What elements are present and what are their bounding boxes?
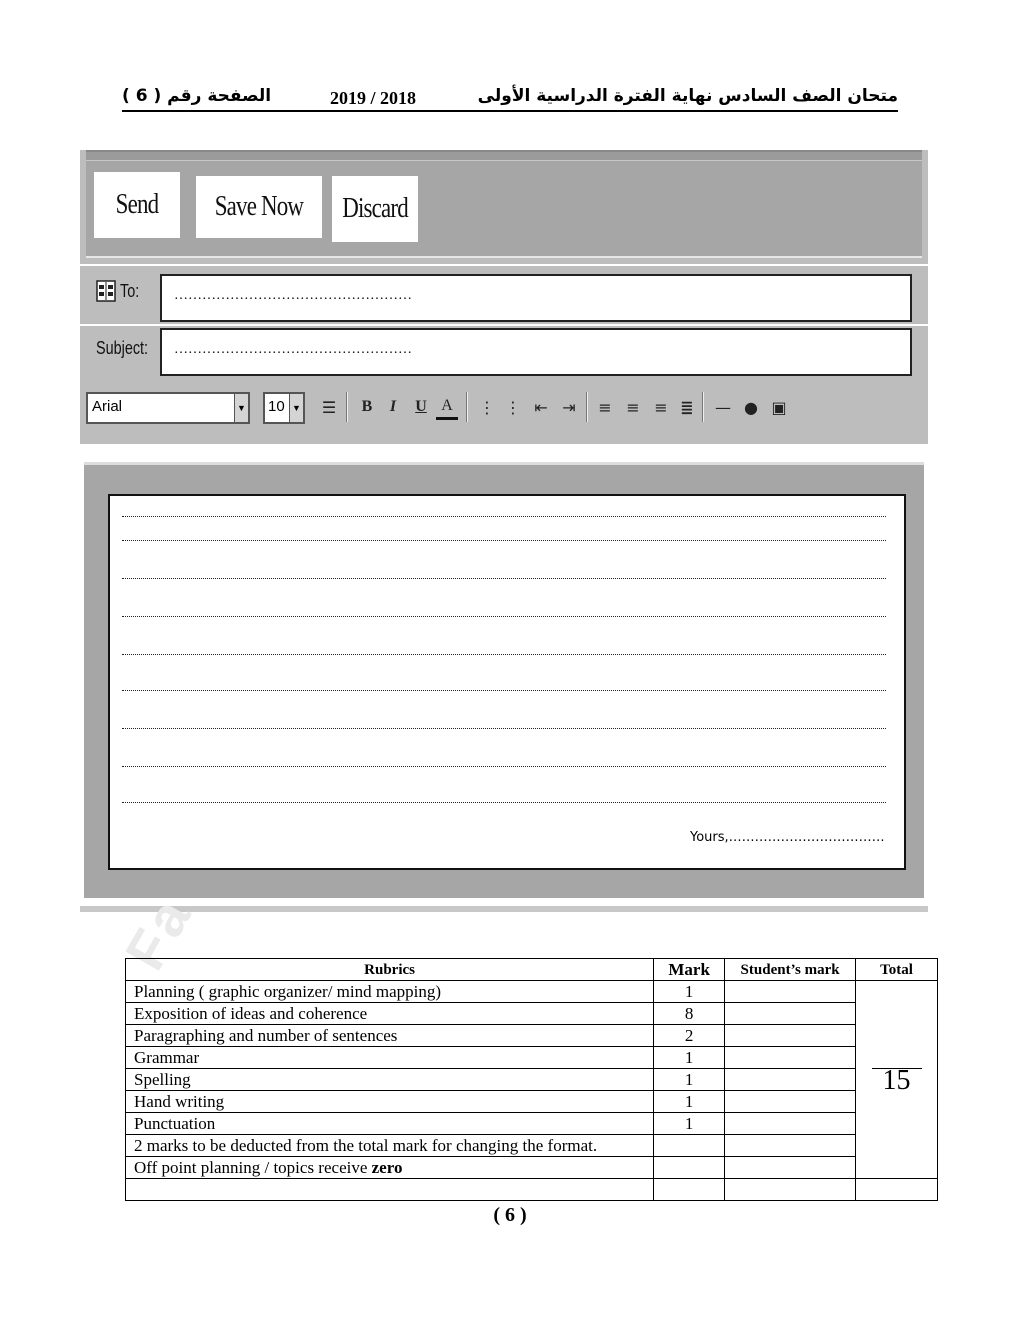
student-mark-cell[interactable]: [725, 1157, 856, 1179]
rubric-label: Grammar: [126, 1047, 654, 1069]
table-row: [126, 1025, 938, 1047]
total-value: 15: [882, 1065, 911, 1096]
student-mark-header: Student’s mark: [725, 959, 856, 981]
subject-field-value: ……………………………………………: [174, 342, 412, 357]
table-row: [126, 1003, 938, 1025]
attach-icon[interactable]: ●: [744, 397, 758, 417]
empty-cell: [654, 1179, 725, 1201]
table-row-empty: [126, 1179, 938, 1201]
student-mark-cell[interactable]: [725, 1069, 856, 1091]
writing-line: [122, 578, 886, 579]
line-spacing-icon[interactable]: ☰: [321, 397, 337, 417]
chevron-down-icon[interactable]: ▼: [234, 394, 248, 422]
writing-line: [122, 540, 886, 541]
chevron-down-icon[interactable]: ▼: [289, 394, 303, 422]
table-row: [126, 1047, 938, 1069]
action-toolbar: [86, 150, 922, 258]
total-cell: [856, 981, 938, 1179]
underline-icon[interactable]: U: [415, 398, 427, 415]
table-row: [126, 1113, 938, 1135]
rubric-label: Hand writing: [126, 1091, 654, 1113]
toolbar-divider: [346, 392, 348, 422]
email-compose-window: [80, 150, 928, 444]
body-frame-bottom: [80, 906, 928, 912]
page-header: [122, 86, 898, 112]
rubric-mark: 1: [654, 1113, 725, 1135]
italic-icon[interactable]: I: [389, 398, 397, 415]
horizontal-rule-icon[interactable]: —: [715, 397, 731, 417]
discard-button-label: Discard: [342, 193, 408, 224]
rubric-label-bold: zero: [371, 1157, 403, 1177]
page-number-footer: ( 6 ): [493, 1204, 527, 1226]
student-mark-cell[interactable]: [725, 1025, 856, 1047]
toolbar-divider: [466, 392, 468, 422]
closing-line: Yours,………………………………: [690, 830, 885, 845]
rubric-label: 2 marks to be deducted from the total mark for changing the format.: [126, 1135, 654, 1157]
to-field[interactable]: [160, 274, 912, 322]
send-button-label: Send: [115, 189, 159, 220]
rubric-mark: [654, 1135, 725, 1157]
save-now-button-label: Save Now: [214, 191, 304, 222]
rubric-label-prefix: Off point planning / topics receive: [134, 1157, 372, 1177]
rubric-label: Planning ( graphic organizer/ mind mapping): [126, 981, 654, 1003]
academic-year: 2019 / 2018: [330, 88, 417, 108]
student-mark-cell[interactable]: [725, 1113, 856, 1135]
writing-line: [122, 516, 886, 517]
rubric-label: Exposition of ideas and coherence: [126, 1003, 654, 1025]
table-row: [126, 1069, 938, 1091]
subject-row: [80, 326, 928, 384]
rubric-label: Spelling: [126, 1069, 654, 1091]
writing-line: [122, 654, 886, 655]
address-book-icon[interactable]: [96, 280, 116, 302]
increase-indent-icon[interactable]: ⇥: [562, 397, 576, 417]
student-mark-cell[interactable]: [725, 981, 856, 1003]
rubric-mark: 1: [654, 1091, 725, 1113]
decrease-indent-icon[interactable]: ⇤: [534, 397, 548, 417]
total-header: Total: [856, 959, 938, 981]
font-name-value: Arial: [92, 398, 123, 415]
send-button[interactable]: [94, 172, 180, 238]
writing-line: [122, 728, 886, 729]
save-now-button[interactable]: [196, 176, 322, 238]
header-rule: [122, 110, 898, 112]
table-row: [126, 981, 938, 1003]
bulleted-list-icon[interactable]: ⋮: [505, 397, 521, 417]
align-right-icon[interactable]: ≡: [654, 397, 668, 417]
rubric-mark: 1: [654, 981, 725, 1003]
student-mark-cell[interactable]: [725, 1003, 856, 1025]
rubric-label: Paragraphing and number of sentences: [126, 1025, 654, 1047]
student-mark-cell[interactable]: [725, 1135, 856, 1157]
student-mark-cell[interactable]: [725, 1091, 856, 1113]
insert-image-icon[interactable]: ▣: [771, 397, 787, 417]
to-row: [80, 266, 928, 326]
writing-line: [122, 802, 886, 803]
page-number-label: الصفحة رقم ( 6 ): [122, 86, 272, 106]
table-row: [126, 1157, 938, 1179]
watermark: Fa: [112, 884, 205, 980]
rubric-mark: 8: [654, 1003, 725, 1025]
numbered-list-icon[interactable]: ⋮: [479, 397, 495, 417]
student-mark-cell[interactable]: [725, 1047, 856, 1069]
subject-label: [96, 338, 161, 359]
rubric-mark: 1: [654, 1069, 725, 1091]
table-row: [126, 1091, 938, 1113]
table-row: [126, 1135, 938, 1157]
email-body-editor[interactable]: [108, 494, 906, 870]
to-label-text: To:: [120, 280, 140, 301]
rubric-mark: 2: [654, 1025, 725, 1047]
exam-title: متحان الصف السادس نهاية الفترة الدراسية الأولى: [477, 86, 898, 106]
toolbar-divider: [586, 392, 588, 422]
rubric-mark: 1: [654, 1047, 725, 1069]
font-name-select[interactable]: [86, 392, 250, 424]
empty-cell: [126, 1179, 654, 1201]
empty-cell: [856, 1179, 938, 1201]
empty-cell: [725, 1179, 856, 1201]
align-left-icon[interactable]: ≡: [598, 397, 612, 417]
discard-button[interactable]: [332, 176, 418, 242]
rubric-label: Punctuation: [126, 1113, 654, 1135]
font-color-icon[interactable]: A: [436, 394, 458, 420]
align-center-icon[interactable]: ≡: [626, 397, 640, 417]
writing-line: [122, 766, 886, 767]
format-toolbar: [80, 386, 928, 444]
mark-header: Mark: [654, 959, 725, 981]
font-size-select[interactable]: [263, 392, 305, 424]
toolbar-divider: [702, 392, 704, 422]
rubrics-header: Rubrics: [126, 959, 654, 981]
justify-icon[interactable]: ≣: [680, 397, 694, 417]
writing-line: [122, 616, 886, 617]
font-size-value: 10: [268, 398, 285, 415]
to-field-value: ……………………………………………: [174, 288, 412, 303]
to-label: [96, 280, 144, 302]
writing-line: [122, 690, 886, 691]
rubric-mark: [654, 1157, 725, 1179]
subject-label-text: Subject:: [96, 338, 149, 358]
subject-field[interactable]: [160, 328, 912, 376]
bold-icon[interactable]: B: [361, 398, 373, 415]
rubric-table: [125, 958, 938, 1201]
rubric-header-row: [126, 959, 938, 981]
rubric-label: [126, 1157, 654, 1179]
